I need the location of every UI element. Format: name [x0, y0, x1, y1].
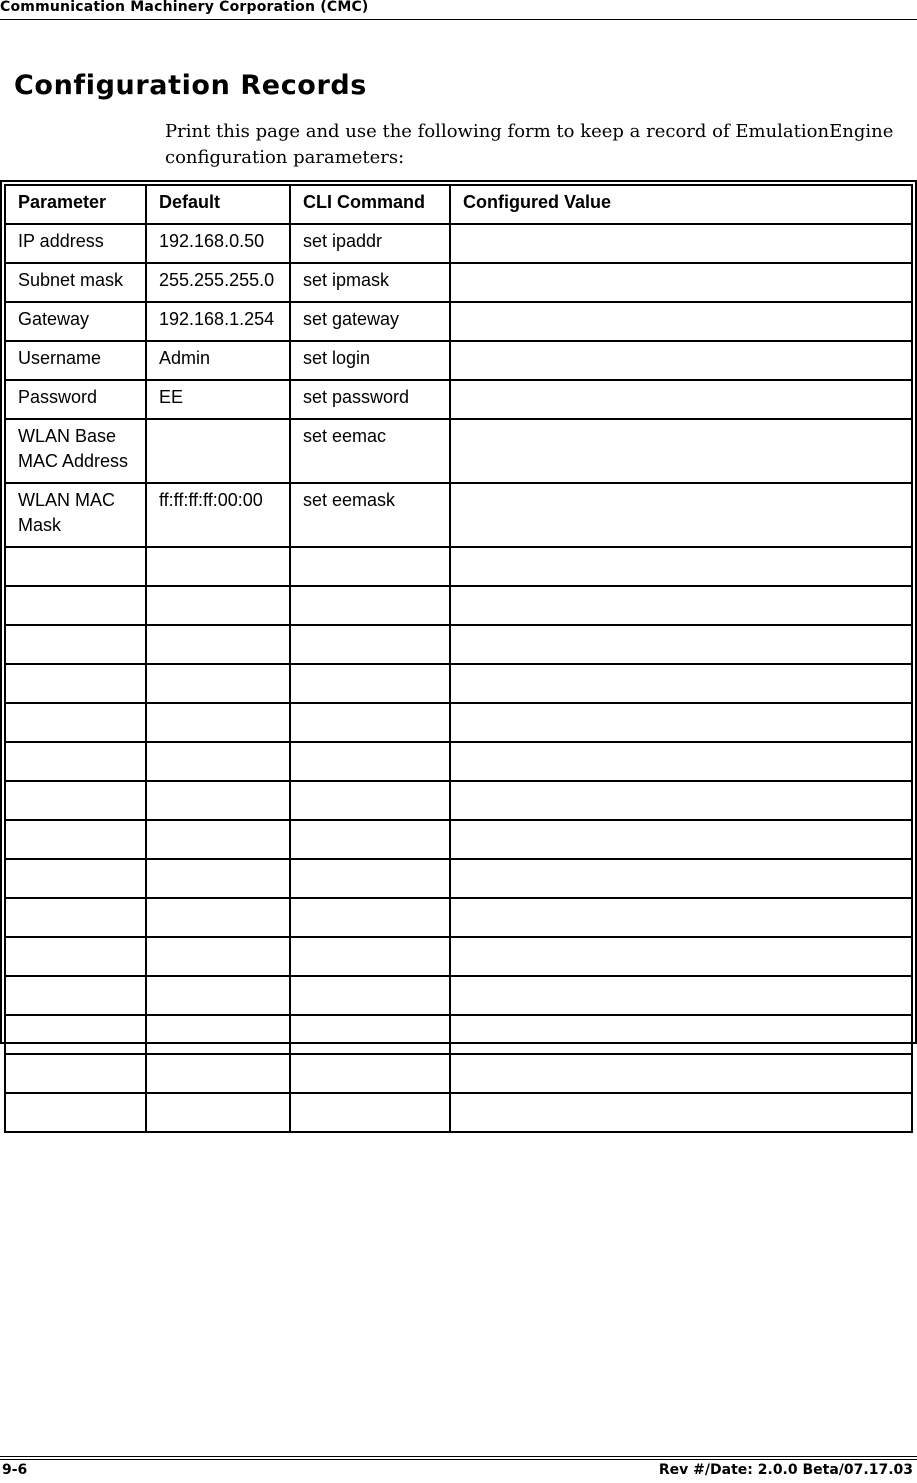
- cell-parameter[interactable]: [5, 742, 146, 781]
- table-row: [5, 302, 912, 341]
- table-row: [5, 483, 912, 547]
- cell-configured-value[interactable]: [450, 483, 912, 547]
- column-header-parameter: Parameter: [5, 185, 146, 224]
- cell-configured-value[interactable]: [450, 781, 912, 820]
- cell-command: set ipaddr: [290, 224, 450, 263]
- empty-table-row: [5, 859, 912, 898]
- cell-command: set password: [290, 380, 450, 419]
- empty-table-row: [5, 664, 912, 703]
- cell-parameter: WLAN MAC Mask: [5, 483, 146, 547]
- cell-default[interactable]: [146, 781, 290, 820]
- footer-rule: [0, 1456, 917, 1460]
- cell-parameter[interactable]: [5, 859, 146, 898]
- cell-parameter[interactable]: [5, 937, 146, 976]
- cell-parameter[interactable]: [5, 1093, 146, 1132]
- cell-configured-value[interactable]: [450, 937, 912, 976]
- cell-default[interactable]: [146, 976, 290, 1015]
- cell-command[interactable]: [290, 664, 450, 703]
- cell-configured-value[interactable]: [450, 664, 912, 703]
- empty-table-row: [5, 547, 912, 586]
- cell-default: [146, 419, 290, 483]
- cell-command[interactable]: [290, 703, 450, 742]
- cell-configured-value[interactable]: [450, 898, 912, 937]
- cell-parameter: Subnet mask: [5, 263, 146, 302]
- cell-configured-value[interactable]: [450, 419, 912, 483]
- cell-parameter[interactable]: [5, 586, 146, 625]
- cell-default: EE: [146, 380, 290, 419]
- cell-parameter[interactable]: [5, 781, 146, 820]
- cell-command[interactable]: [290, 1093, 450, 1132]
- cell-parameter[interactable]: [5, 547, 146, 586]
- cell-command[interactable]: [290, 547, 450, 586]
- cell-parameter[interactable]: [5, 625, 146, 664]
- cell-default: ff:ff:ff:ff:00:00: [146, 483, 290, 547]
- cell-default[interactable]: [146, 625, 290, 664]
- cell-parameter: WLAN Base MAC Address: [5, 419, 146, 483]
- empty-table-row: [5, 898, 912, 937]
- page-title: Configuration Records: [14, 70, 367, 101]
- cell-default[interactable]: [146, 547, 290, 586]
- cell-command: set ipmask: [290, 263, 450, 302]
- cell-default: Admin: [146, 341, 290, 380]
- cell-command[interactable]: [290, 898, 450, 937]
- config-table-frame: [0, 180, 917, 1044]
- cell-default[interactable]: [146, 742, 290, 781]
- cell-command[interactable]: [290, 625, 450, 664]
- cell-configured-value[interactable]: [450, 1054, 912, 1093]
- cell-command[interactable]: [290, 976, 450, 1015]
- empty-table-row: [5, 1054, 912, 1093]
- cell-configured-value[interactable]: [450, 302, 912, 341]
- config-table: [4, 184, 913, 1133]
- cell-command[interactable]: [290, 742, 450, 781]
- empty-table-row: [5, 1093, 912, 1132]
- cell-configured-value[interactable]: [450, 820, 912, 859]
- cell-parameter[interactable]: [5, 976, 146, 1015]
- cell-default[interactable]: [146, 664, 290, 703]
- cell-parameter: Password: [5, 380, 146, 419]
- cell-configured-value[interactable]: [450, 380, 912, 419]
- cell-parameter: Gateway: [5, 302, 146, 341]
- cell-command[interactable]: [290, 937, 450, 976]
- table-row: [5, 380, 912, 419]
- cell-command: set eemask: [290, 483, 450, 547]
- cell-default[interactable]: [146, 1015, 290, 1054]
- cell-parameter: Username: [5, 341, 146, 380]
- cell-default[interactable]: [146, 1093, 290, 1132]
- cell-default[interactable]: [146, 703, 290, 742]
- cell-command: set gateway: [290, 302, 450, 341]
- cell-configured-value[interactable]: [450, 224, 912, 263]
- cell-configured-value[interactable]: [450, 625, 912, 664]
- cell-command[interactable]: [290, 1054, 450, 1093]
- cell-default[interactable]: [146, 859, 290, 898]
- cell-configured-value[interactable]: [450, 586, 912, 625]
- cell-command[interactable]: [290, 820, 450, 859]
- cell-default: 255.255.255.0: [146, 263, 290, 302]
- cell-parameter[interactable]: [5, 703, 146, 742]
- cell-parameter[interactable]: [5, 898, 146, 937]
- cell-configured-value[interactable]: [450, 703, 912, 742]
- cell-command[interactable]: [290, 1015, 450, 1054]
- cell-default[interactable]: [146, 1054, 290, 1093]
- empty-table-row: [5, 1015, 912, 1054]
- cell-configured-value[interactable]: [450, 742, 912, 781]
- cell-configured-value[interactable]: [450, 976, 912, 1015]
- column-header-default: Default: [146, 185, 290, 224]
- cell-configured-value[interactable]: [450, 1015, 912, 1054]
- empty-table-row: [5, 781, 912, 820]
- cell-parameter[interactable]: [5, 1015, 146, 1054]
- table-row: [5, 341, 912, 380]
- cell-parameter[interactable]: [5, 820, 146, 859]
- table-row: [5, 224, 912, 263]
- cell-default[interactable]: [146, 586, 290, 625]
- cell-default: 192.168.1.254: [146, 302, 290, 341]
- page-header: [0, 0, 917, 20]
- cell-command[interactable]: [290, 781, 450, 820]
- cell-default[interactable]: [146, 820, 290, 859]
- cell-command[interactable]: [290, 586, 450, 625]
- cell-configured-value[interactable]: [450, 1093, 912, 1132]
- table-row: [5, 419, 912, 483]
- empty-table-row: [5, 586, 912, 625]
- empty-table-row: [5, 742, 912, 781]
- column-header-cli-command: CLI Command: [290, 185, 450, 224]
- table-row: [5, 263, 912, 302]
- empty-table-row: [5, 625, 912, 664]
- cell-configured-value[interactable]: [450, 547, 912, 586]
- header-title: Communication Machinery Corporation (CMC): [0, 0, 369, 15]
- page-number: 9-6: [2, 1462, 28, 1478]
- cell-parameter[interactable]: [5, 664, 146, 703]
- empty-table-row: [5, 703, 912, 742]
- cell-default[interactable]: [146, 937, 290, 976]
- empty-table-row: [5, 976, 912, 1015]
- revision-info: Rev #/Date: 2.0.0 Beta/07.17.03: [658, 1462, 913, 1478]
- cell-configured-value[interactable]: [450, 263, 912, 302]
- intro-paragraph: Print this page and use the following form to keep a record of EmulationEngine configuration parameters:: [165, 121, 894, 168]
- column-header-configured-value: Configured Value: [450, 185, 912, 224]
- cell-configured-value[interactable]: [450, 341, 912, 380]
- empty-table-row: [5, 937, 912, 976]
- cell-default[interactable]: [146, 898, 290, 937]
- cell-parameter: IP address: [5, 224, 146, 263]
- table-header-row: [5, 185, 912, 224]
- cell-configured-value[interactable]: [450, 859, 912, 898]
- cell-command: set login: [290, 341, 450, 380]
- cell-command: set eemac: [290, 419, 450, 483]
- cell-parameter[interactable]: [5, 1054, 146, 1093]
- cell-command[interactable]: [290, 859, 450, 898]
- cell-default: 192.168.0.50: [146, 224, 290, 263]
- empty-table-row: [5, 820, 912, 859]
